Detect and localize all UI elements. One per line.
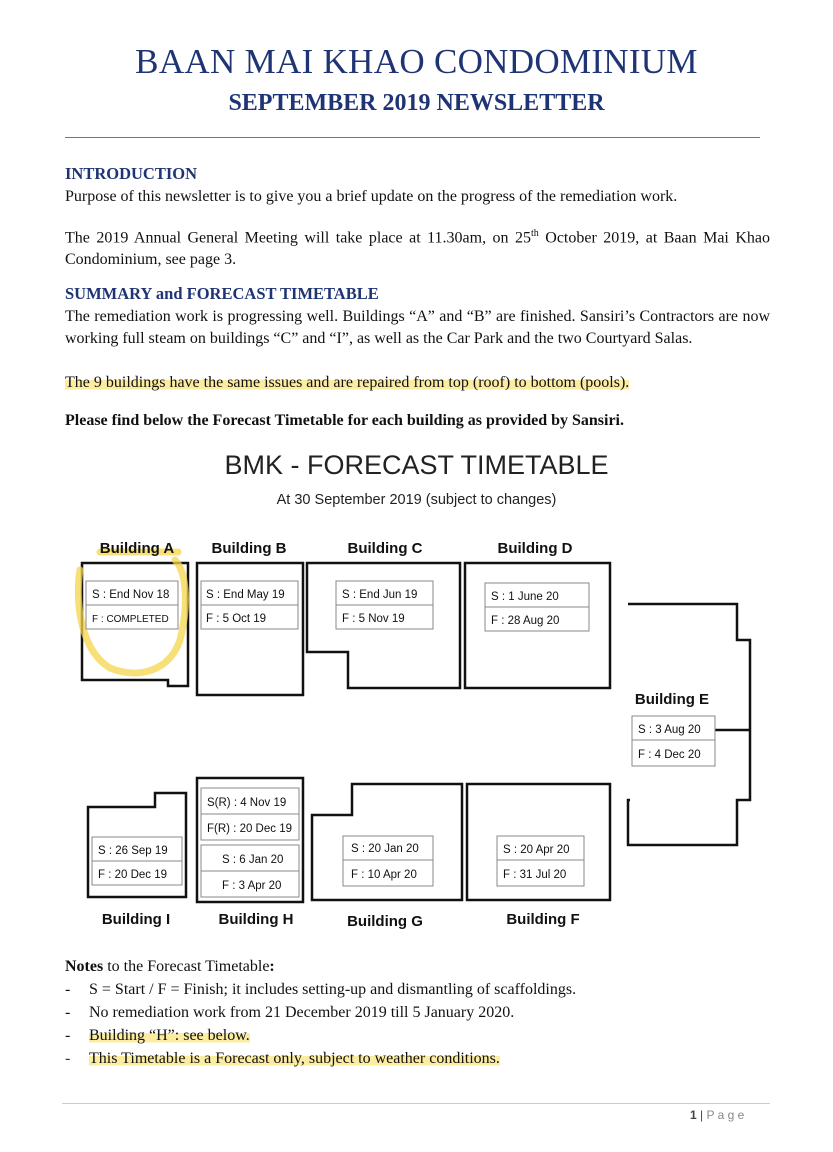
building-d-label: Building D: [497, 540, 573, 557]
diagram-title: BMK - FORECAST TIMETABLE: [224, 450, 609, 480]
building-c-start: S : End Jun 19: [342, 589, 418, 601]
building-f-start: S : 20 Apr 20: [503, 844, 570, 856]
intro-paragraph-2: The 2019 Annual General Meeting will take place at 11.30am, on 25th October 2019, at Baan Mai Khao Condominium, see page 3.: [65, 228, 770, 269]
building-b-label: Building B: [211, 540, 287, 557]
building-h-finish: F : 3 Apr 20: [222, 880, 282, 892]
building-e-finish: F : 4 Dec 20: [638, 749, 701, 761]
building-d-start: S : 1 June 20: [491, 591, 559, 603]
page-number: 1 | P a g e: [690, 1108, 745, 1122]
building-a-start: S : End Nov 18: [92, 589, 170, 601]
summary-paragraph-3: Please find below the Forecast Timetable for each building as provided by Sansiri.: [65, 412, 624, 429]
header-divider: [65, 137, 760, 138]
building-g-start: S : 20 Jan 20: [351, 843, 419, 855]
highlighted-text: The 9 buildings have the same issues and are repaired from top (roof) to bottom (pools).: [65, 374, 630, 391]
building-h-restart: S(R) : 4 Nov 19: [207, 797, 287, 809]
intro-heading: INTRODUCTION: [65, 164, 198, 183]
building-e-start: S : 3 Aug 20: [638, 724, 701, 736]
building-h-start: S : 6 Jan 20: [222, 854, 284, 866]
summary-paragraph-1: The remediation work is progressing well. Buildings “A” and “B” are finished. Sansiri’s Contractors are now working full steam on buildings “C” and “I”, as well as the Car Park and the two Courtyard Salas.: [65, 308, 770, 347]
forecast-timetable-diagram: [0, 520, 833, 940]
summary-paragraph-2: [65, 372, 770, 394]
note-item: - This Timetable is a Forecast only, subject to weather conditions.: [65, 1050, 500, 1067]
note-item: - Building “H”: see below.: [65, 1027, 250, 1044]
building-e-label: Building E: [634, 691, 710, 708]
intro-paragraph-1: Purpose of this newsletter is to give you a brief update on the progress of the remediation work.: [65, 188, 678, 205]
building-f-label: Building F: [506, 911, 580, 928]
building-f-finish: F : 31 Jul 20: [503, 869, 567, 881]
building-c-finish: F : 5 Nov 19: [342, 613, 405, 625]
building-i-finish: F : 20 Dec 19: [98, 869, 168, 881]
building-c-label: Building C: [347, 540, 423, 557]
building-a-finish: F : COMPLETED: [92, 614, 169, 625]
building-i-start: S : 26 Sep 19: [98, 845, 168, 857]
note-item: - No remediation work from 21 December 2019 till 5 January 2020.: [65, 1004, 515, 1021]
building-a-label: Building A: [99, 540, 175, 557]
notes-heading: Notes to the Forecast Timetable:: [65, 958, 275, 975]
building-d-finish: F : 28 Aug 20: [491, 615, 560, 627]
newsletter-subtitle: SEPTEMBER 2019 NEWSLETTER: [228, 90, 605, 116]
building-h-refinish: F(R) : 20 Dec 19: [207, 823, 292, 835]
note-item: - S = Start / F = Finish; it includes setting-up and dismantling of scaffoldings.: [65, 981, 577, 998]
building-b-start: S : End May 19: [206, 589, 285, 601]
building-h-label: Building H: [218, 911, 294, 928]
building-g-label: Building G: [347, 913, 423, 930]
notes-section: [65, 955, 576, 1070]
summary-heading: SUMMARY and FORECAST TIMETABLE: [65, 284, 379, 303]
newsletter-title: BAAN MAI KHAO CONDOMINIUM: [135, 42, 698, 81]
building-g-finish: F : 10 Apr 20: [351, 869, 417, 881]
footer-divider: [62, 1103, 770, 1104]
building-i-label: Building I: [101, 911, 171, 928]
building-b-finish: F : 5 Oct 19: [206, 613, 267, 625]
diagram-subtitle: At 30 September 2019 (subject to changes): [276, 492, 557, 508]
